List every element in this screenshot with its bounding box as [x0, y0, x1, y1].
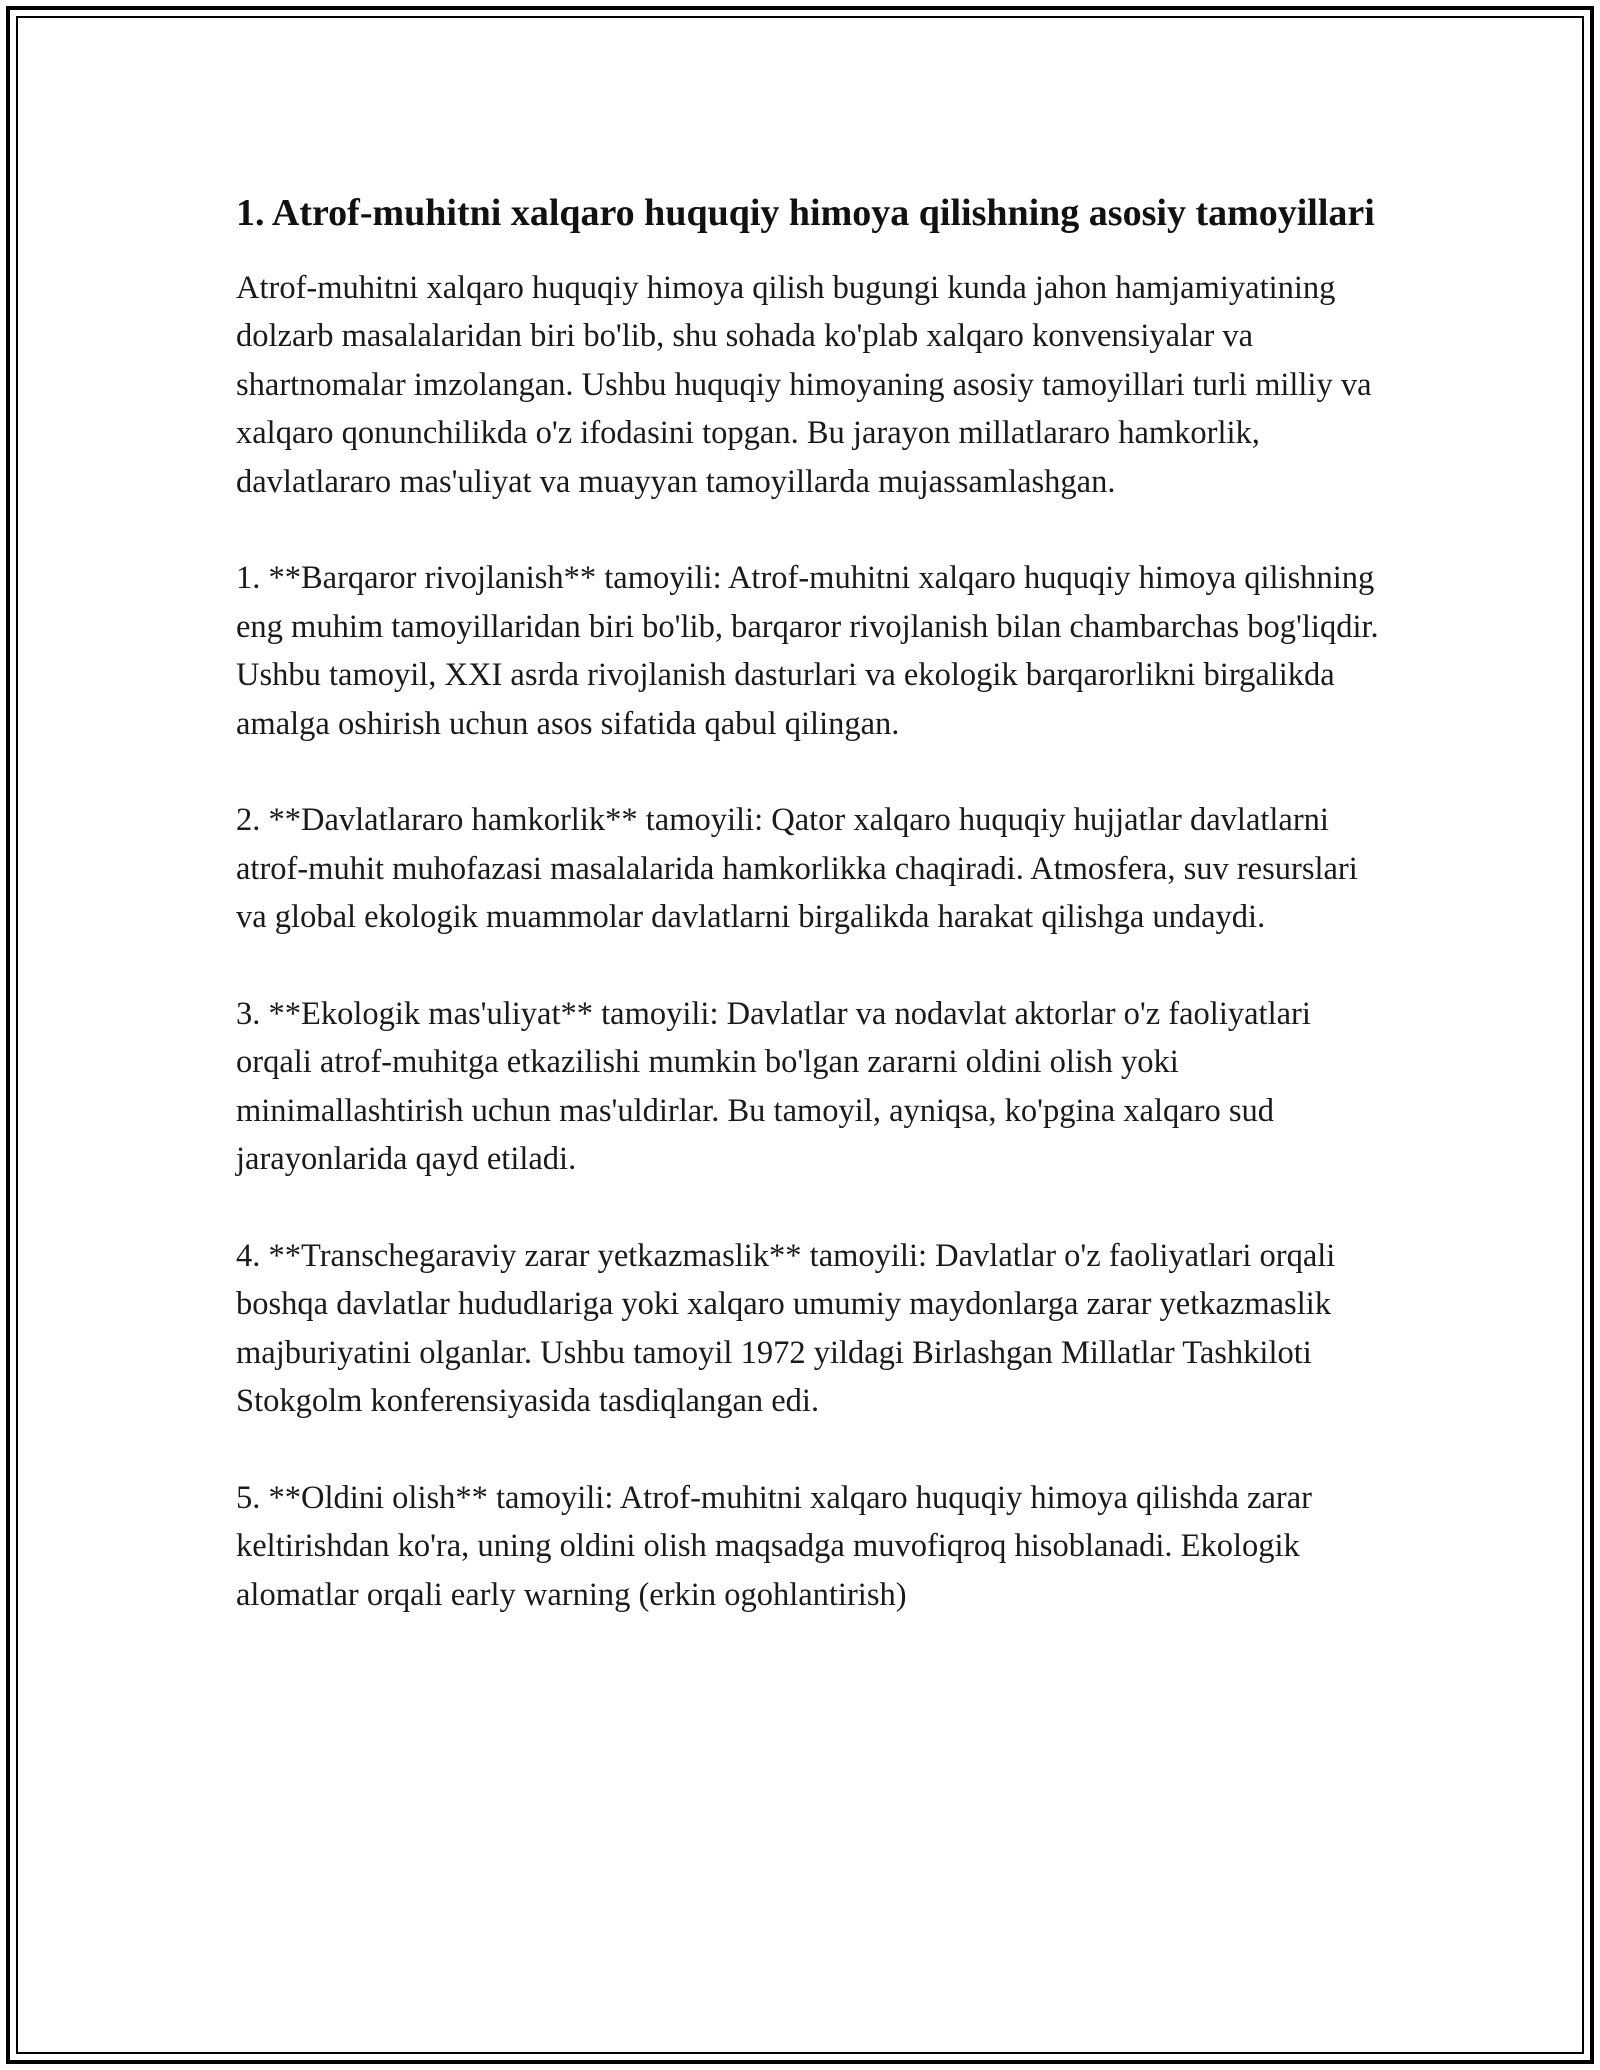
document-title: 1. Atrof-muhitni xalqaro huquqiy himoya qilishning asosiy tamoyillari: [236, 192, 1375, 234]
principle-paragraph-1: 1. **Barqaror rivojlanish** tamoyili: Atrof-muhitni xalqaro huquqiy himoya qilishning eng muhim tamoyillaridan biri bo'lib, barqaror rivojlanish bilan chambarchas bog'liqdir. Ushbu tamoyil, XXI asrda rivojlanish dasturlari va ekologik barqarorlikni birgalikda amalga oshirish uchun asos sifatida qabul qilingan.: [236, 560, 1379, 742]
intro-paragraph: Atrof-muhitni xalqaro huquqiy himoya qilish bugungi kunda jahon hamjamiyatining dolzarb masalalaridan biri bo'lib, shu sohada ko'plab xalqaro konvensiyalar va shartnomalar imzolangan. Ushbu huquqiy himoyaning asosiy tamoyillari turli milliy va xalqaro qonunchilikda o'z ifodasini topgan. Bu jarayon millatlararo hamkorlik, davlatlararo mas'uliyat va muayyan tamoyillarda mujassamlashgan.: [236, 270, 1372, 500]
principle-paragraph-2: 2. **Davlatlararo hamkorlik** tamoyili: Qator xalqaro huquqiy hujjatlar davlatlarni atrof-muhit muhofazasi masalalarida hamkorlikka chaqiradi. Atmosfera, suv resurslari va global ekologik muammolar davlatlarni birgalikda harakat qilishga undaydi.: [236, 802, 1358, 936]
document-body: [236, 186, 1386, 1619]
principle-paragraph-5: 5. **Oldini olish** tamoyili: Atrof-muhitni xalqaro huquqiy himoya qilishda zarar keltirishdan ko'ra, uning oldini olish maqsadga muvofiqroq hisoblanadi. Ekologik alomatlar orqali early warning (erkin ogohlantirish): [236, 1480, 1312, 1613]
principle-paragraph-3: 3. **Ekologik mas'uliyat** tamoyili: Davlatlar va nodavlat aktorlar o'z faoliyatlari orqali atrof-muhitga etkazilishi mumkin bo'lgan zararni oldini olish yoki minimallashtirish uchun mas'uldirlar. Bu tamoyil, ayniqsa, ko'pgina xalqaro sud jarayonlarida qayd etiladi.: [236, 996, 1311, 1178]
principle-paragraph-4: 4. **Transchegaraviy zarar yetkazmaslik** tamoyili: Davlatlar o'z faoliyatlari orqali boshqa davlatlar hududlariga yoki xalqaro umumiy maydonlarga zarar yetkazmaslik majburiyatini olganlar. Ushbu tamoyil 1972 yildagi Birlashgan Millatlar Tashkiloti Stokgolm konferensiyasida tasdiqlangan edi.: [236, 1238, 1336, 1420]
